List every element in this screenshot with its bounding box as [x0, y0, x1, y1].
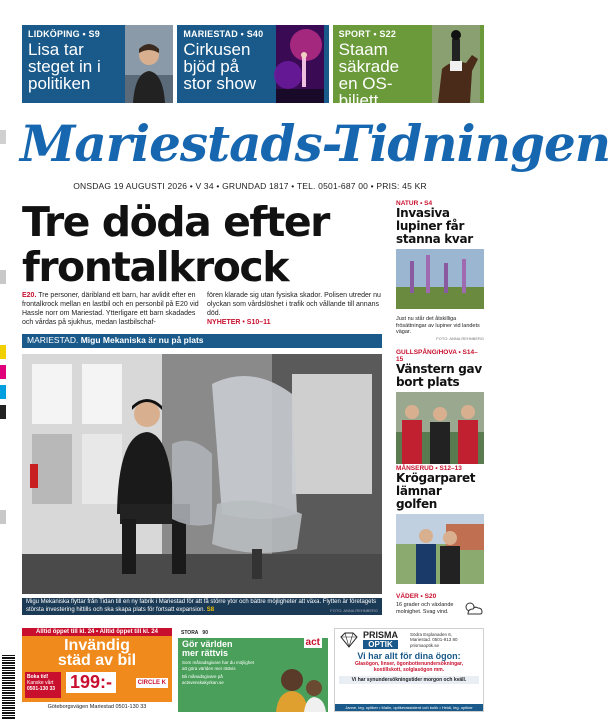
- ad-body-1: Som månadsgivare har du möjlighet att göra världen mer rättvis: [182, 660, 255, 671]
- ad-circle-k[interactable]: [22, 628, 172, 712]
- lead-column-1: [22, 291, 199, 327]
- print-strip: [0, 130, 6, 144]
- print-strip: [0, 365, 6, 379]
- teaser-row: [22, 25, 484, 110]
- print-strip: [0, 270, 6, 284]
- prisma-services: Glasögon, linser, ögonbottenundersökningar, kostillskott, solglasögon mm.: [354, 661, 464, 673]
- ad-top-line: Alltid öppet till kl. 24 • Alltid öppet till kl. 24: [22, 628, 172, 636]
- prisma-hours: Vi har synundersökningstider morgon och kväll.: [339, 676, 479, 684]
- print-strip: [0, 405, 6, 419]
- caption-page-ref[interactable]: S8: [206, 606, 215, 613]
- masthead: [20, 112, 610, 178]
- ad-title-2: mer rättvis: [182, 648, 229, 658]
- couple-photo: [396, 514, 484, 584]
- prisma-slogan: Vi har allt för dina ögon:: [357, 651, 461, 661]
- print-strip: [0, 385, 6, 399]
- print-strip: [0, 345, 6, 359]
- circle-k-logo: CIRCLE K: [137, 680, 166, 686]
- factory-chairs-photo: [22, 354, 382, 594]
- ad-booking-badge: [25, 672, 61, 698]
- story-headline: Vänstern gav bort plats: [396, 362, 482, 389]
- story-kicker: NATUR • S4: [396, 200, 433, 207]
- caption-text: Migu Mekaniska flyttar från Tidan till en ny fabrik i Mariestad för att få större ytor och bättre möjligheter att växa. Flytten är företagets största investering hittills och ska skapa plats för fortsatt expansion.: [26, 599, 377, 613]
- dateline: ONSDAG 19 AUGUSTI 2026 • V 34 • GRUNDAD 1817 • TEL. 0501-687 00 • PRIS: 45 KR: [73, 181, 427, 191]
- weather-box[interactable]: [396, 593, 484, 616]
- politicians-photo: [396, 392, 484, 464]
- ad-act[interactable]: [178, 628, 328, 712]
- photo-credit: FOTO: ANNA REHNBERG: [436, 335, 484, 341]
- lupine-photo: [396, 249, 484, 309]
- feature-photo: [22, 354, 382, 594]
- ad-headline-2: städ av bil: [57, 652, 137, 669]
- mother-child-photo: [268, 658, 328, 712]
- lead-body-2: fören klarade sig utan fysiska skador. Polisen utreder nu olyckan som vårdslöshet i trafik och vållande till annans död.: [207, 292, 381, 317]
- ad-title-1: Gör världen: [182, 639, 233, 649]
- badge-line-3: 0501-130 33: [27, 686, 56, 692]
- lead-page-ref[interactable]: NYHETER • S10–11: [207, 319, 271, 326]
- story-kicker: MÅNSERUD • S12–13: [396, 465, 462, 472]
- right-story-lupiner[interactable]: [396, 200, 484, 341]
- prisma-footer: Janne, leg. optiker • Malin, optikerassistent och butik • Heidi, leg. optiker: [335, 704, 483, 711]
- main-headline[interactable]: Tre döda efter frontalkrock: [22, 198, 329, 291]
- prisma-address: Södra Esplanaden 6, Mariestad. 0501-913 80 prismaoptik.se: [410, 631, 458, 648]
- ad-body-2: Bli månadsgivare på actsvenskakyrkan.se: [182, 674, 224, 685]
- partly-cloudy-icon: [462, 600, 484, 616]
- teaser-lidkoping[interactable]: [22, 25, 173, 103]
- diamond-logo-icon: [339, 632, 359, 648]
- teaser-kicker: LIDKÖPING • S9: [28, 29, 100, 39]
- teaser-kicker: MARIESTAD • S40: [183, 29, 264, 39]
- story-headline: Krögarparet lämnar golfen: [396, 471, 476, 511]
- lead-text: [22, 291, 384, 327]
- feature-headline: Migu Mekaniska är nu på plats: [80, 335, 204, 345]
- teaser-headline: Cirkusen bjöd på stor show: [183, 40, 257, 93]
- feature-header[interactable]: [22, 334, 382, 348]
- logo-1: STORA: [181, 630, 199, 636]
- teaser-headline: Lisa tar steget in i politiken: [28, 40, 101, 93]
- photo-credit: FOTO: ANNA REHNBERG: [330, 607, 378, 613]
- circus-photo: [271, 25, 329, 103]
- prisma-brand-2: OPTIK: [363, 640, 398, 649]
- logo-2: 90: [202, 630, 208, 636]
- right-story-krogarparet[interactable]: [396, 465, 484, 589]
- portrait-photo: [125, 25, 173, 103]
- badge-line-1: Boka tid!: [27, 674, 49, 680]
- story-caption: Just nu står det åtskilliga frösättningar av lupiner vid landets vägar.: [396, 316, 480, 335]
- teaser-headline: Staam säkrade en OS-biljett: [338, 40, 400, 110]
- lead-place: E20.: [22, 292, 37, 299]
- newspaper-logo[interactable]: Mariestads-Tidningen: [20, 114, 610, 173]
- teaser-mariestad[interactable]: [177, 25, 328, 103]
- teaser-sport[interactable]: [333, 25, 484, 110]
- feature-caption: [22, 598, 382, 615]
- barcode: [2, 655, 15, 720]
- teaser-kicker: SPORT • S22: [338, 29, 397, 39]
- equestrian-photo: [428, 25, 484, 103]
- weather-kicker: VÄDER • S20: [396, 593, 437, 600]
- weather-text: 16 grader och växlande molnighet. Svag vind.: [396, 602, 454, 615]
- right-story-vanstern[interactable]: [396, 349, 484, 469]
- lead-body-1: Tre personer, däribland ett barn, har avlidit efter en frontalkrock mellan en lastbil och en personbil på E20 vid Hassle norr om Mariestad. Ytterligare ett barn skadades och vårdas på sjukhus, medan lastbilschaf-: [22, 292, 199, 326]
- prisma-brand: PRISMA: [363, 630, 399, 640]
- badge-line-2: Kanske vårt: [27, 680, 54, 686]
- print-strip: [0, 510, 6, 524]
- ad-prisma-optik[interactable]: [334, 628, 484, 712]
- feature-section: MARIESTAD.: [27, 335, 79, 345]
- story-kicker: GULLSPÅNG/HOVA • S14–15: [396, 349, 478, 363]
- ad-address: Göteborgsvägen Mariestad 0501-130 33: [22, 702, 172, 712]
- story-headline: Invasiva lupiner får stanna kvar: [396, 206, 473, 246]
- ad-headline-1: Invändig: [64, 637, 130, 654]
- act-logo: act: [305, 637, 320, 648]
- ad-price: 199:-: [66, 672, 116, 693]
- lead-column-2: [207, 291, 384, 327]
